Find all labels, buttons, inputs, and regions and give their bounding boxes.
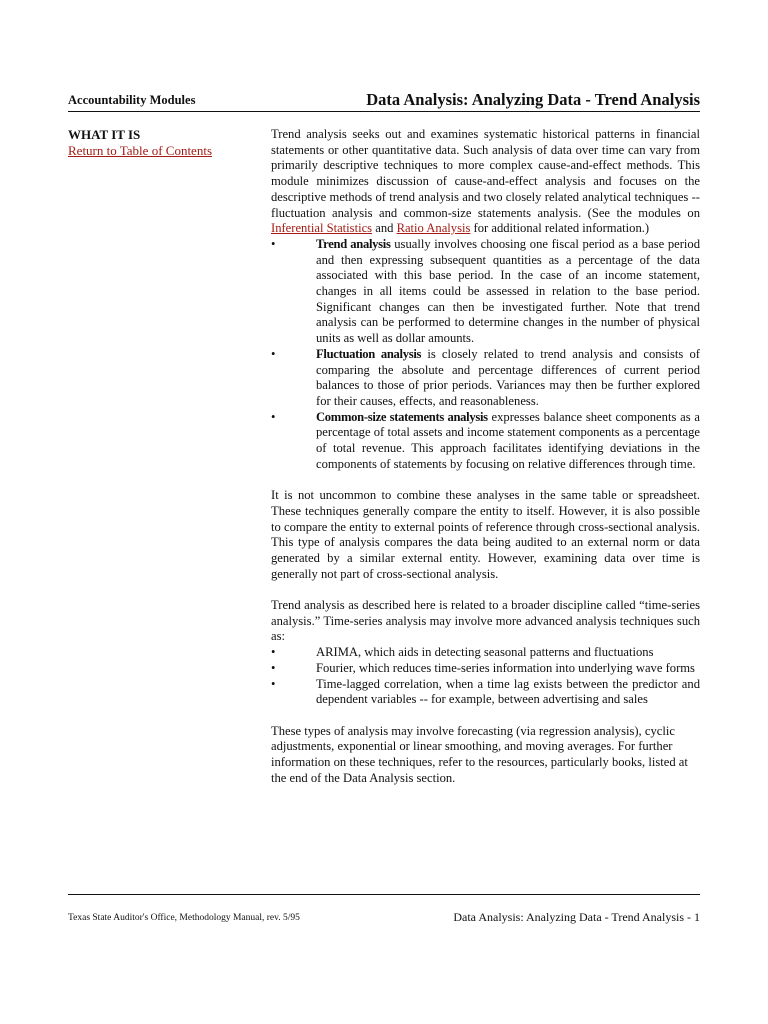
paragraph-time-series: Trend analysis as described here is related to a broader discipline called “time-series analysis.” Time-series analysis may involve more advanced analysis techniques such as: xyxy=(271,598,700,644)
footer-source: Texas State Auditor's Office, Methodology Manual, rev. 5/95 xyxy=(68,913,300,923)
list-item-text: Fourier, which reduces time-series information into underlying wave forms xyxy=(316,660,695,675)
advanced-technique-list xyxy=(271,645,700,708)
bullet-icon: • xyxy=(271,236,276,251)
term-trend-analysis: Trend analysis xyxy=(316,236,391,251)
list-item xyxy=(271,645,700,661)
footer-rule xyxy=(68,894,700,895)
term-description: is closely related to trend analysis and consists of comparing the absolute and percentage differences of current period balances to those of prior periods. Variances may then be further explored for their causes, effects, and reasonableness. xyxy=(316,346,700,408)
intro-text-after: for additional related information.) xyxy=(470,221,650,236)
term-description: expresses balance sheet components as a percentage of total assets and income statement components as a percentage of total revenue. This approach facilitates identifying deviations in the components of statements by focusing on relative differences through time. xyxy=(316,409,700,471)
list-item-text: Time-lagged correlation, when a time lag exists between the predictor and dependent variables -- for example, between advertising and sales xyxy=(316,676,700,707)
inferential-statistics-link[interactable]: Inferential Statistics xyxy=(271,221,373,236)
term-common-size-analysis: Common-size statements analysis xyxy=(316,409,488,424)
paragraph-gap xyxy=(271,708,700,724)
intro-text-before: Trend analysis seeks out and examines systematic historical patterns in financial statements or other quantitative data. Such analysis of data over time can vary from primarily descriptive techniques to more complex cause-and-effect methods. This module minimizes discussion of cause-and-effect analysis and focuses on the descriptive methods of trend analysis and two closely related analytical techniques -- fluctuation analysis and common-size statements analysis. (See the modules on xyxy=(271,127,700,220)
footer-page-label: Data Analysis: Analyzing Data - Trend Analysis - 1 xyxy=(453,910,700,924)
list-item xyxy=(271,347,700,410)
intro-text-mid: and xyxy=(372,221,397,236)
header-rule xyxy=(68,111,700,112)
header-module-series: Accountability Modules xyxy=(68,93,196,107)
paragraph-gap xyxy=(271,582,700,598)
main-content xyxy=(271,127,700,786)
toc-link[interactable]: Return to Table of Contents xyxy=(68,143,212,158)
list-item xyxy=(271,677,700,708)
list-item xyxy=(271,661,700,677)
bullet-icon: • xyxy=(271,409,276,424)
ratio-analysis-link[interactable]: Ratio Analysis xyxy=(396,221,471,236)
bullet-icon: • xyxy=(271,660,276,675)
section-heading: WHAT IT IS xyxy=(68,127,141,142)
bullet-icon: • xyxy=(271,346,276,361)
list-item xyxy=(271,237,700,347)
paragraph-forecasting: These types of analysis may involve forecasting (via regression analysis), cyclic adjustments, exponential or linear smoothing, and moving averages. For further information on these techniques, refer to the resources, particularly books, listed at the end of the Data Analysis section. xyxy=(271,723,688,785)
bullet-icon: • xyxy=(271,645,276,660)
term-fluctuation-analysis: Fluctuation analysis xyxy=(316,346,422,361)
header-page-title: Data Analysis: Analyzing Data - Trend Analysis xyxy=(366,90,700,109)
sidebar xyxy=(68,127,258,159)
list-item-text: ARIMA, which aids in detecting seasonal patterns and fluctuations xyxy=(316,645,654,660)
bullet-icon: • xyxy=(271,676,276,691)
paragraph-cross-sectional: It is not uncommon to combine these analyses in the same table or spreadsheet. These techniques generally compare the entity to itself. However, it is also possible to compare the entity to external points of reference through cross-sectional analysis. This type of analysis compares the data being audited to an external norm or data generated by a similar external entity. However, examining data over time is generally not part of cross-sectional analysis. xyxy=(271,488,700,581)
technique-list xyxy=(271,237,700,473)
list-item xyxy=(271,410,700,473)
paragraph-gap xyxy=(271,472,700,488)
intro-paragraph xyxy=(271,127,700,237)
term-description: usually involves choosing one fiscal period as a base period and then expressing subsequent quantities as a percentage of the data associated with this base period. In the case of an income statement, changes in all items could be assessed in relation to the base period. Significant changes can then be investigated further. Note that trend analysis can be performed to determine changes in the number of physical units as well as dollar amounts. xyxy=(316,236,700,346)
